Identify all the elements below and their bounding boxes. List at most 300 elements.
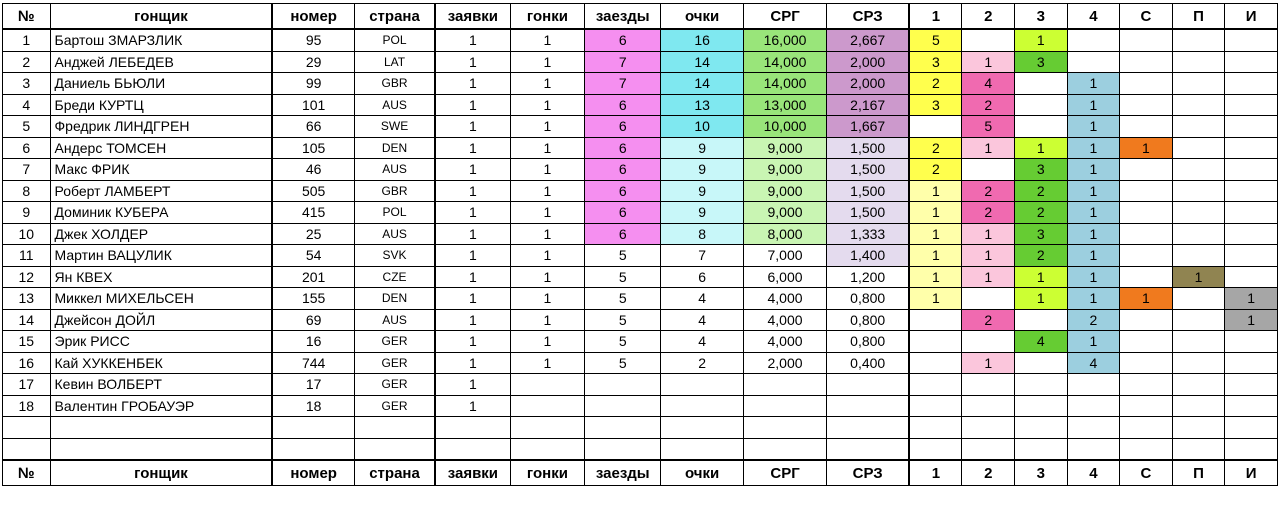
c-cell <box>1120 223 1173 245</box>
srz-cell: 2,167 <box>826 94 909 116</box>
heats-cell: 6 <box>585 159 661 181</box>
rider-name: Анджей ЛЕБЕДЕВ <box>50 51 272 73</box>
srg-cell: 4,000 <box>744 309 827 331</box>
races-cell: 1 <box>510 51 585 73</box>
table-row <box>3 29 1278 51</box>
row-number: 5 <box>3 116 51 138</box>
c-cell <box>1120 331 1173 353</box>
races-cell <box>510 395 585 417</box>
table-row <box>3 180 1278 202</box>
heats-cell <box>585 374 661 396</box>
header-place-2: 2 <box>962 4 1015 30</box>
rider-country: GBR <box>354 180 435 202</box>
srg-cell <box>744 417 827 439</box>
c-cell <box>1120 352 1173 374</box>
header-number: № <box>3 4 51 30</box>
races-cell: 1 <box>510 137 585 159</box>
p-cell <box>1172 438 1225 460</box>
races-cell: 1 <box>510 180 585 202</box>
rider-name: Андерс ТОМСЕН <box>50 137 272 159</box>
srg-cell: 4,000 <box>744 331 827 353</box>
races-cell: 1 <box>510 266 585 288</box>
i-cell <box>1225 223 1278 245</box>
srz-cell: 1,500 <box>826 159 909 181</box>
srg-cell: 9,000 <box>744 202 827 224</box>
rider-bib: 95 <box>272 29 354 51</box>
place-3-cell: 2 <box>1015 245 1068 267</box>
points-cell: 13 <box>661 94 744 116</box>
place-4-cell <box>1067 51 1120 73</box>
table-row <box>3 223 1278 245</box>
rider-country: CZE <box>354 266 435 288</box>
rider-name: Бреди КУРТЦ <box>50 94 272 116</box>
rider-name: Миккел МИХЕЛЬСЕН <box>50 288 272 310</box>
rider-name: Джейсон ДОЙЛ <box>50 309 272 331</box>
header-srg: СРГ <box>744 4 827 30</box>
i-cell <box>1225 94 1278 116</box>
heats-cell: 5 <box>585 266 661 288</box>
header-points: очки <box>661 4 744 30</box>
i-cell <box>1225 266 1278 288</box>
heats-cell <box>585 438 661 460</box>
points-cell: 4 <box>661 309 744 331</box>
i-cell <box>1225 159 1278 181</box>
entries-cell: 1 <box>435 29 510 51</box>
rider-name: Мартин ВАЦУЛИК <box>50 245 272 267</box>
c-cell <box>1120 180 1173 202</box>
rider-bib: 99 <box>272 73 354 95</box>
i-cell: 1 <box>1225 288 1278 310</box>
rider-name: Доминик КУБЕРА <box>50 202 272 224</box>
header-srg: СРГ <box>744 460 827 486</box>
row-number: 9 <box>3 202 51 224</box>
header-place-3: 3 <box>1015 4 1068 30</box>
place-4-cell: 1 <box>1067 116 1120 138</box>
table-header <box>3 4 1278 30</box>
place-2-cell: 2 <box>962 94 1015 116</box>
heats-cell: 6 <box>585 202 661 224</box>
row-number: 10 <box>3 223 51 245</box>
p-cell <box>1172 73 1225 95</box>
races-cell: 1 <box>510 94 585 116</box>
srz-cell: 2,667 <box>826 29 909 51</box>
header-place-1: 1 <box>909 4 962 30</box>
heats-cell: 5 <box>585 288 661 310</box>
place-4-cell: 1 <box>1067 266 1120 288</box>
srz-cell <box>826 374 909 396</box>
rider-country: DEN <box>354 137 435 159</box>
place-3-cell <box>1015 94 1068 116</box>
rider-bib: 101 <box>272 94 354 116</box>
races-cell: 1 <box>510 352 585 374</box>
heats-cell: 6 <box>585 29 661 51</box>
c-cell <box>1120 374 1173 396</box>
srz-cell: 1,500 <box>826 202 909 224</box>
place-3-cell: 1 <box>1015 266 1068 288</box>
rider-bib: 105 <box>272 137 354 159</box>
races-cell: 1 <box>510 288 585 310</box>
entries-cell: 1 <box>435 266 510 288</box>
header-i: И <box>1225 460 1278 486</box>
rider-country: GER <box>354 374 435 396</box>
place-1-cell: 1 <box>909 202 962 224</box>
c-cell <box>1120 202 1173 224</box>
rider-name: Ян КВЕХ <box>50 266 272 288</box>
rider-bib: 18 <box>272 395 354 417</box>
entries-cell: 1 <box>435 288 510 310</box>
rider-name: Джек ХОЛДЕР <box>50 223 272 245</box>
i-cell <box>1225 73 1278 95</box>
place-1-cell <box>909 116 962 138</box>
rider-bib <box>272 417 354 439</box>
races-cell: 1 <box>510 29 585 51</box>
heats-cell: 7 <box>585 51 661 73</box>
i-cell <box>1225 29 1278 51</box>
row-number: 1 <box>3 29 51 51</box>
points-cell <box>661 438 744 460</box>
table-row <box>3 374 1278 396</box>
entries-cell: 1 <box>435 352 510 374</box>
races-cell: 1 <box>510 245 585 267</box>
rider-name: Фредрик ЛИНДГРЕН <box>50 116 272 138</box>
header-bib: номер <box>272 460 354 486</box>
heats-cell: 5 <box>585 331 661 353</box>
i-cell <box>1225 352 1278 374</box>
heats-cell <box>585 395 661 417</box>
place-2-cell: 4 <box>962 73 1015 95</box>
place-2-cell: 2 <box>962 309 1015 331</box>
table-row <box>3 395 1278 417</box>
row-number: 2 <box>3 51 51 73</box>
srz-cell: 0,800 <box>826 331 909 353</box>
points-cell: 7 <box>661 245 744 267</box>
rider-country: GBR <box>354 73 435 95</box>
c-cell: 1 <box>1120 288 1173 310</box>
races-cell: 1 <box>510 331 585 353</box>
row-number: 15 <box>3 331 51 353</box>
entries-cell <box>435 417 510 439</box>
header-c: С <box>1120 460 1173 486</box>
races-cell <box>510 438 585 460</box>
row-number: 6 <box>3 137 51 159</box>
entries-cell: 1 <box>435 94 510 116</box>
place-2-cell: 2 <box>962 202 1015 224</box>
rider-name: Макс ФРИК <box>50 159 272 181</box>
header-country: страна <box>354 460 435 486</box>
entries-cell: 1 <box>435 159 510 181</box>
place-4-cell <box>1067 438 1120 460</box>
header-place-4: 4 <box>1067 4 1120 30</box>
place-1-cell: 2 <box>909 159 962 181</box>
entries-cell: 1 <box>435 116 510 138</box>
points-cell: 9 <box>661 202 744 224</box>
table-row <box>3 159 1278 181</box>
i-cell <box>1225 438 1278 460</box>
entries-cell: 1 <box>435 73 510 95</box>
header-points: очки <box>661 460 744 486</box>
p-cell <box>1172 116 1225 138</box>
races-cell <box>510 374 585 396</box>
place-4-cell <box>1067 374 1120 396</box>
place-2-cell <box>962 331 1015 353</box>
points-cell: 14 <box>661 51 744 73</box>
rider-country <box>354 438 435 460</box>
i-cell <box>1225 245 1278 267</box>
heats-cell: 5 <box>585 245 661 267</box>
table-row <box>3 202 1278 224</box>
races-cell <box>510 417 585 439</box>
races-cell: 1 <box>510 73 585 95</box>
c-cell <box>1120 116 1173 138</box>
rider-name <box>50 438 272 460</box>
header-rider: гонщик <box>50 460 272 486</box>
place-1-cell <box>909 438 962 460</box>
row-number: 14 <box>3 309 51 331</box>
row-number: 18 <box>3 395 51 417</box>
place-2-cell: 5 <box>962 116 1015 138</box>
c-cell <box>1120 266 1173 288</box>
entries-cell: 1 <box>435 51 510 73</box>
entries-cell: 1 <box>435 180 510 202</box>
i-cell <box>1225 395 1278 417</box>
place-2-cell <box>962 374 1015 396</box>
srg-cell: 10,000 <box>744 116 827 138</box>
rider-country: POL <box>354 29 435 51</box>
place-3-cell <box>1015 438 1068 460</box>
header-rider: гонщик <box>50 4 272 30</box>
place-3-cell: 3 <box>1015 51 1068 73</box>
rider-name: Роберт ЛАМБЕРТ <box>50 180 272 202</box>
points-cell: 4 <box>661 331 744 353</box>
place-1-cell <box>909 417 962 439</box>
p-cell: 1 <box>1172 266 1225 288</box>
place-4-cell: 1 <box>1067 94 1120 116</box>
header-heats: заезды <box>585 460 661 486</box>
place-3-cell <box>1015 395 1068 417</box>
table-row <box>3 266 1278 288</box>
rider-country: GER <box>354 331 435 353</box>
place-1-cell: 1 <box>909 223 962 245</box>
place-1-cell <box>909 331 962 353</box>
races-cell: 1 <box>510 159 585 181</box>
p-cell <box>1172 288 1225 310</box>
place-2-cell: 1 <box>962 352 1015 374</box>
header-entries: заявки <box>435 460 510 486</box>
table-row <box>3 94 1278 116</box>
srz-cell: 1,500 <box>826 137 909 159</box>
place-1-cell: 3 <box>909 51 962 73</box>
srz-cell: 1,200 <box>826 266 909 288</box>
rider-name: Валентин ГРОБАУЭР <box>50 395 272 417</box>
rider-bib: 505 <box>272 180 354 202</box>
rider-country: SVK <box>354 245 435 267</box>
header-srz: СРЗ <box>826 4 909 30</box>
srg-cell: 6,000 <box>744 266 827 288</box>
p-cell <box>1172 245 1225 267</box>
p-cell <box>1172 223 1225 245</box>
header-p: П <box>1172 4 1225 30</box>
srz-cell: 1,667 <box>826 116 909 138</box>
table-row <box>3 137 1278 159</box>
place-1-cell: 2 <box>909 73 962 95</box>
c-cell <box>1120 159 1173 181</box>
points-cell: 8 <box>661 223 744 245</box>
place-4-cell: 1 <box>1067 159 1120 181</box>
c-cell <box>1120 395 1173 417</box>
table-footer <box>3 460 1278 486</box>
i-cell <box>1225 180 1278 202</box>
c-cell <box>1120 73 1173 95</box>
c-cell: 1 <box>1120 137 1173 159</box>
row-number: 12 <box>3 266 51 288</box>
place-4-cell: 1 <box>1067 137 1120 159</box>
rider-bib: 54 <box>272 245 354 267</box>
header-place-2: 2 <box>962 460 1015 486</box>
place-3-cell: 3 <box>1015 159 1068 181</box>
p-cell <box>1172 331 1225 353</box>
entries-cell: 1 <box>435 223 510 245</box>
rider-country: SWE <box>354 116 435 138</box>
i-cell <box>1225 374 1278 396</box>
rider-bib: 16 <box>272 331 354 353</box>
table-row <box>3 288 1278 310</box>
entries-cell <box>435 438 510 460</box>
row-number: 4 <box>3 94 51 116</box>
heats-cell: 6 <box>585 116 661 138</box>
p-cell <box>1172 374 1225 396</box>
table-row <box>3 245 1278 267</box>
rider-name: Бартош ЗМАРЗЛИК <box>50 29 272 51</box>
rider-name: Кай ХУККЕНБЕК <box>50 352 272 374</box>
points-cell: 14 <box>661 73 744 95</box>
rider-bib: 25 <box>272 223 354 245</box>
rider-bib: 201 <box>272 266 354 288</box>
srg-cell: 7,000 <box>744 245 827 267</box>
srg-cell: 9,000 <box>744 159 827 181</box>
points-cell: 9 <box>661 159 744 181</box>
place-2-cell <box>962 438 1015 460</box>
header-i: И <box>1225 4 1278 30</box>
place-3-cell <box>1015 309 1068 331</box>
header-srz: СРЗ <box>826 460 909 486</box>
heats-cell: 7 <box>585 73 661 95</box>
srz-cell: 1,333 <box>826 223 909 245</box>
c-cell <box>1120 94 1173 116</box>
srg-cell: 13,000 <box>744 94 827 116</box>
i-cell <box>1225 116 1278 138</box>
place-4-cell: 4 <box>1067 352 1120 374</box>
rider-country <box>354 417 435 439</box>
place-3-cell: 4 <box>1015 331 1068 353</box>
srg-cell <box>744 395 827 417</box>
srz-cell: 2,000 <box>826 51 909 73</box>
srg-cell: 16,000 <box>744 29 827 51</box>
srg-cell <box>744 438 827 460</box>
place-4-cell <box>1067 29 1120 51</box>
points-cell: 10 <box>661 116 744 138</box>
place-4-cell: 1 <box>1067 73 1120 95</box>
srz-cell: 0,800 <box>826 288 909 310</box>
row-number: 8 <box>3 180 51 202</box>
place-2-cell <box>962 29 1015 51</box>
srg-cell: 14,000 <box>744 51 827 73</box>
heats-cell: 5 <box>585 352 661 374</box>
place-3-cell <box>1015 352 1068 374</box>
header-place-1: 1 <box>909 460 962 486</box>
rider-bib: 29 <box>272 51 354 73</box>
srg-cell <box>744 374 827 396</box>
place-1-cell: 1 <box>909 180 962 202</box>
header-entries: заявки <box>435 4 510 30</box>
row-number <box>3 417 51 439</box>
place-1-cell <box>909 374 962 396</box>
rider-bib: 155 <box>272 288 354 310</box>
place-3-cell: 2 <box>1015 180 1068 202</box>
srz-cell: 1,500 <box>826 180 909 202</box>
table-row <box>3 116 1278 138</box>
i-cell <box>1225 202 1278 224</box>
place-1-cell: 1 <box>909 288 962 310</box>
srz-cell: 0,400 <box>826 352 909 374</box>
srg-cell: 9,000 <box>744 137 827 159</box>
srg-cell: 8,000 <box>744 223 827 245</box>
races-cell: 1 <box>510 202 585 224</box>
rider-bib: 415 <box>272 202 354 224</box>
srz-cell: 2,000 <box>826 73 909 95</box>
place-1-cell: 1 <box>909 266 962 288</box>
table-row <box>3 331 1278 353</box>
place-4-cell: 1 <box>1067 288 1120 310</box>
header-place-3: 3 <box>1015 460 1068 486</box>
place-2-cell: 1 <box>962 223 1015 245</box>
place-3-cell <box>1015 73 1068 95</box>
rider-bib: 46 <box>272 159 354 181</box>
srg-cell: 14,000 <box>744 73 827 95</box>
place-2-cell: 1 <box>962 51 1015 73</box>
place-2-cell <box>962 417 1015 439</box>
table-row <box>3 438 1278 460</box>
place-4-cell: 1 <box>1067 245 1120 267</box>
srg-cell: 4,000 <box>744 288 827 310</box>
rider-country: GER <box>354 395 435 417</box>
place-4-cell: 1 <box>1067 180 1120 202</box>
row-number: 17 <box>3 374 51 396</box>
row-number: 16 <box>3 352 51 374</box>
i-cell <box>1225 51 1278 73</box>
points-cell: 9 <box>661 180 744 202</box>
rider-country: POL <box>354 202 435 224</box>
heats-cell: 6 <box>585 180 661 202</box>
place-1-cell: 3 <box>909 94 962 116</box>
place-2-cell <box>962 288 1015 310</box>
c-cell <box>1120 438 1173 460</box>
table-row <box>3 309 1278 331</box>
entries-cell: 1 <box>435 309 510 331</box>
heats-cell <box>585 417 661 439</box>
srz-cell <box>826 395 909 417</box>
p-cell <box>1172 395 1225 417</box>
place-3-cell: 1 <box>1015 29 1068 51</box>
p-cell <box>1172 180 1225 202</box>
srz-cell <box>826 417 909 439</box>
points-cell: 4 <box>661 288 744 310</box>
row-number: 7 <box>3 159 51 181</box>
table-row <box>3 352 1278 374</box>
heats-cell: 5 <box>585 309 661 331</box>
place-2-cell: 1 <box>962 266 1015 288</box>
place-3-cell <box>1015 116 1068 138</box>
c-cell <box>1120 245 1173 267</box>
